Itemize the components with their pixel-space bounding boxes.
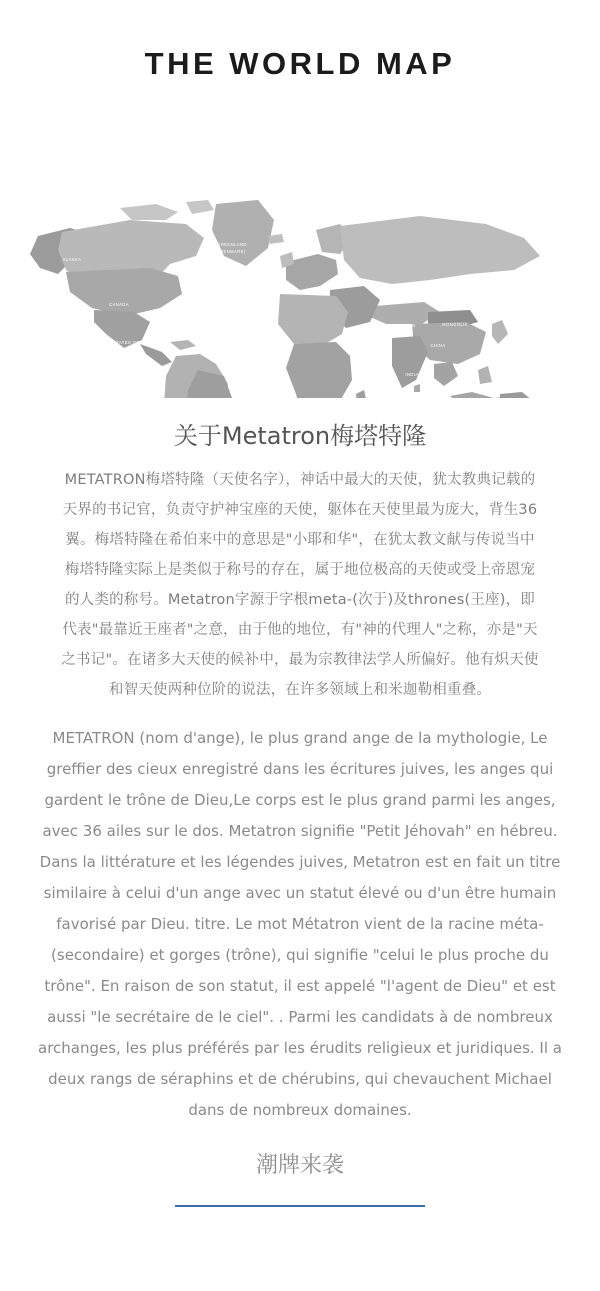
body-paragraph-fr: METATRON (nom d'ange), le plus grand ange de la mythologie, Le greffier des cieux enregistré dans les écritures juives, les anges qui gardent le trône de Dieu,Le corps est le plus grand parmi les anges, avec 36 ailes sur le dos. Metatron signifie "Petit Jéhovah" en hébreu. Dans la littérature et les légendes juives, Metatron est en fait un titre similaire à celui d'un ange avec un statut élevé ou d'un être humain favorisé par Dieu. titre. Le mot Métatron vient de la racine méta- (secondaire) et gorges (trône), qui signifie "celui le plus proche du trône". En raison de son statut, il est appelé "l'agent de Dieu" et est aussi "le secrétaire de le ciel". . Parmi les candidats à de nombreux archanges, les plus préférés par les érudits religieux et juridiques. Il a deux rangs de séraphins et de chérubins, qui chevauchent Michael dans de nombreux domaines. — [38, 729, 562, 1119]
svg-text:(DENMARK): (DENMARK) — [218, 249, 246, 254]
svg-text:MONGOLIA: MONGOLIA — [442, 322, 468, 327]
svg-text:MEXICO: MEXICO — [114, 370, 134, 375]
world-map-svg — [0, 108, 600, 398]
section-heading-cn: 关于Metatron梅塔特隆 — [173, 422, 427, 450]
body-paragraph-cn: METATRON梅塔特隆（天使名字），神话中最大的天使，犹太教典记载的天界的书记官，负责守护神宝座的天使，躯体在天使里最为庞大，背生36翼。梅塔特隆在希伯来中的意思是"小耶和华"，在犹太教文献与传说当中梅塔特隆实际上是类似于称号的存在，属于地位极高的天使或受上帝恩宠的人类的称号。Metatron字源于字根meta-(次于)及thrones(王座)，即代表"最靠近王座者"之意，由于他的地位，有"神的代理人"之称，亦是"天之书记"。在诸多大天使的候补中，最为宗教律法学人所偏好。他有炽天使和智天使两种位阶的说法，在许多领域上和米迦勒相重叠。 — [61, 472, 539, 698]
footer-tagline: 潮牌来袭 — [255, 1153, 344, 1178]
svg-text:RUSSIA: RUSSIA — [406, 284, 424, 289]
page-title: THE WORLD MAP — [144, 46, 456, 81]
svg-text:ALASKA: ALASKA — [62, 257, 82, 262]
svg-text:KAZAKHSTAN: KAZAKHSTAN — [384, 323, 416, 328]
svg-text:CANADA: CANADA — [109, 302, 129, 307]
footer-divider — [175, 1205, 425, 1207]
map-landmasses — [30, 200, 566, 398]
svg-text:GREENLAND: GREENLAND — [217, 242, 247, 247]
svg-text:CHINA: CHINA — [430, 343, 446, 348]
world-map — [0, 108, 600, 398]
svg-text:UNITED STATES OF AMERICA: UNITED STATES OF AMERICA — [93, 340, 163, 345]
svg-text:INDIA: INDIA — [405, 372, 419, 377]
